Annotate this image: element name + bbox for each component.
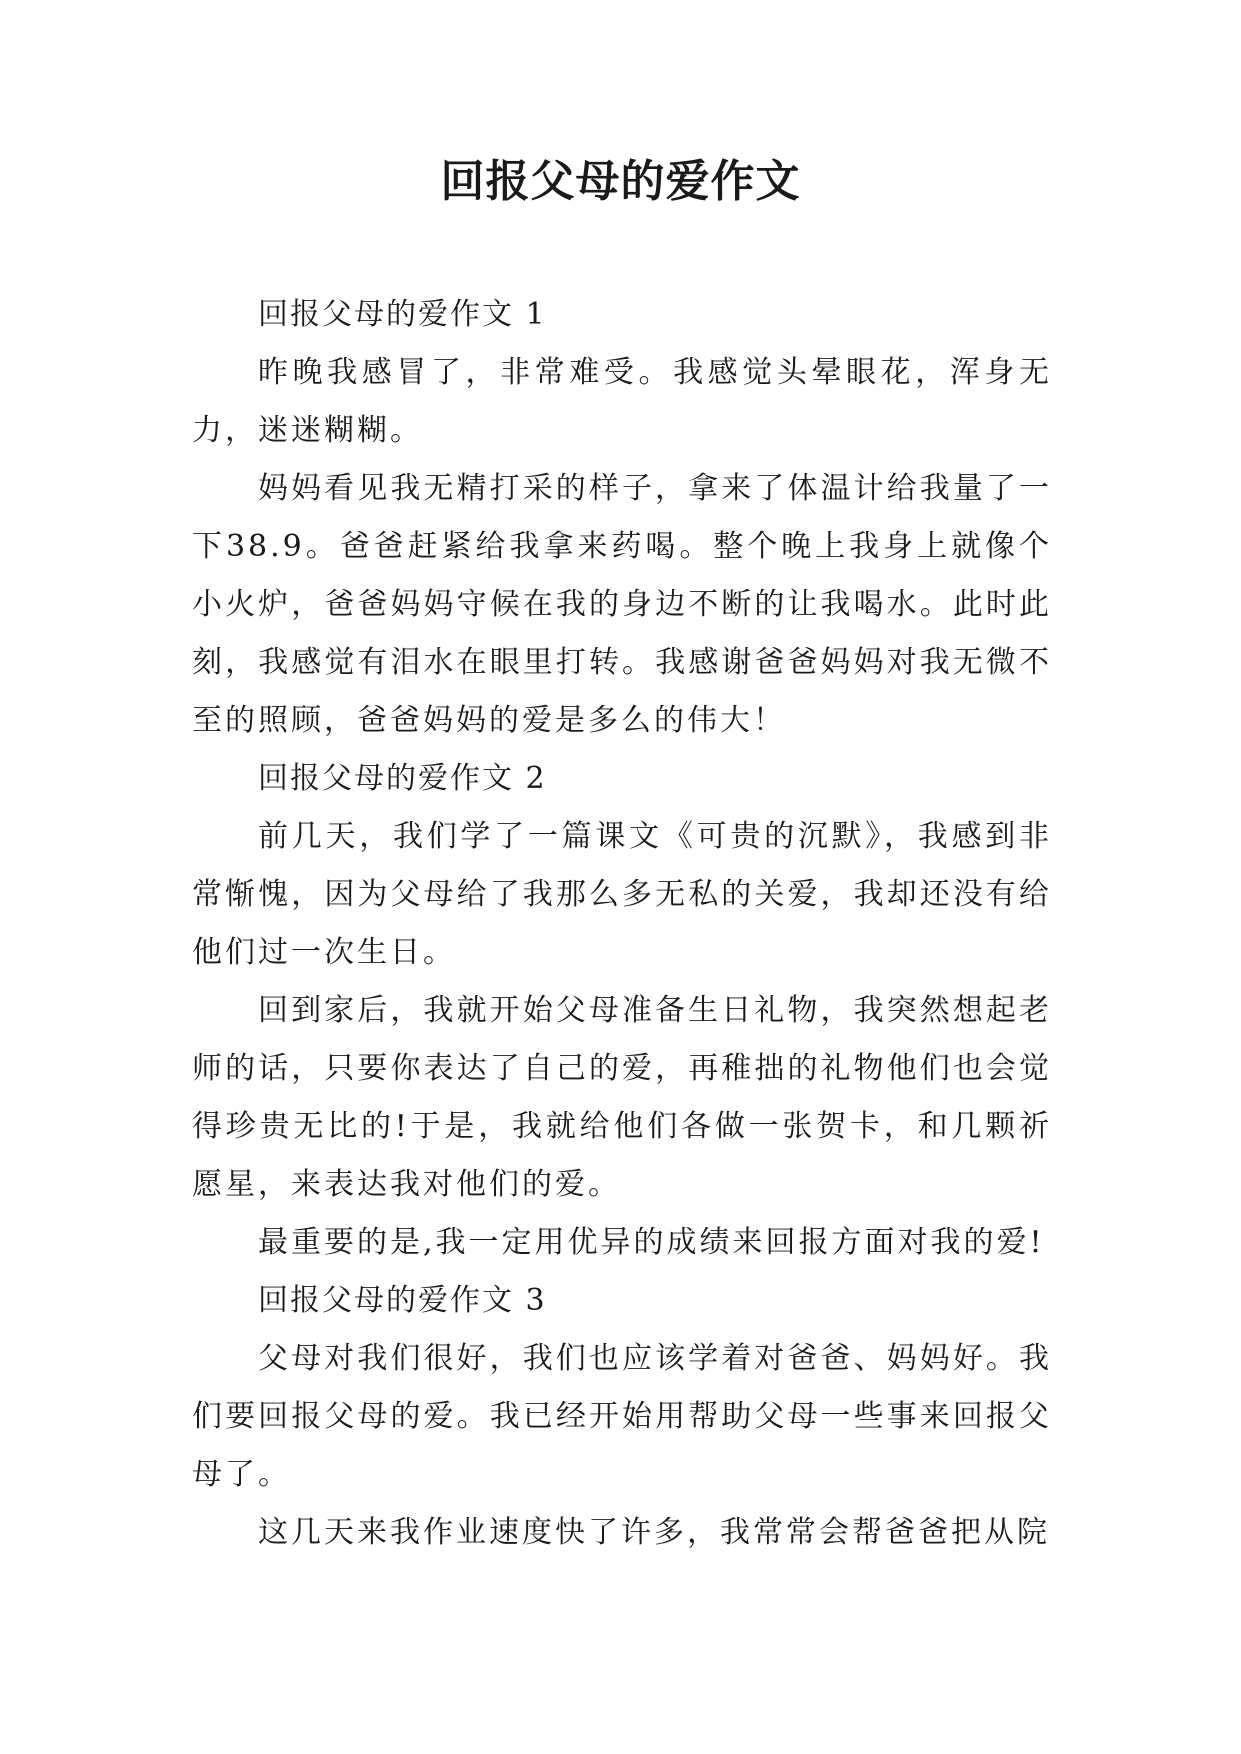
paragraph: 父母对我们很好，我们也应该学着对爸爸、妈妈好。我们要回报父母的爱。我已经开始用帮助父母一些事来回报父母了。: [192, 1341, 1052, 1492]
paragraph: 昨晚我感冒了，非常难受。我感觉头晕眼花，浑身无力，迷迷糊糊。: [192, 355, 1052, 448]
essay-heading-2: 回报父母的爱作文 2: [258, 761, 547, 796]
document-body: [192, 286, 1052, 1562]
paragraph: 这几天来我作业速度快了许多，我常常会帮爸爸把从院: [258, 1515, 1050, 1550]
paragraph: 最重要的是,我一定用优异的成绩来回报方面对我的爱!: [258, 1225, 1045, 1260]
essay-heading-3: 回报父母的爱作文 3: [258, 1283, 547, 1318]
paragraph: 回到家后，我就开始父母准备生日礼物，我突然想起老师的话，只要你表达了自己的爱，再稚拙的礼物他们也会觉得珍贵无比的!于是，我就给他们各做一张贺卡，和几颗祈愿星，来表达我对他们的爱。: [192, 993, 1052, 1202]
page-title: 回报父母的爱作文: [440, 156, 801, 207]
paragraph: 前几天，我们学了一篇课文《可贵的沉默》，我感到非常惭愧，因为父母给了我那么多无私的关爱，我却还没有给他们过一次生日。: [192, 819, 1052, 970]
essay-heading-1: 回报父母的爱作文 1: [258, 297, 547, 332]
paragraph: 妈妈看见我无精打采的样子，拿来了体温计给我量了一下38.9。爸爸赶紧给我拿来药喝。整个晚上我身上就像个小火炉，爸爸妈妈守候在我的身边不断的让我喝水。此时此刻，我感觉有泪水在眼里打转。我感谢爸爸妈妈对我无微不至的照顾，爸爸妈妈的爱是多么的伟大！: [192, 471, 1052, 738]
